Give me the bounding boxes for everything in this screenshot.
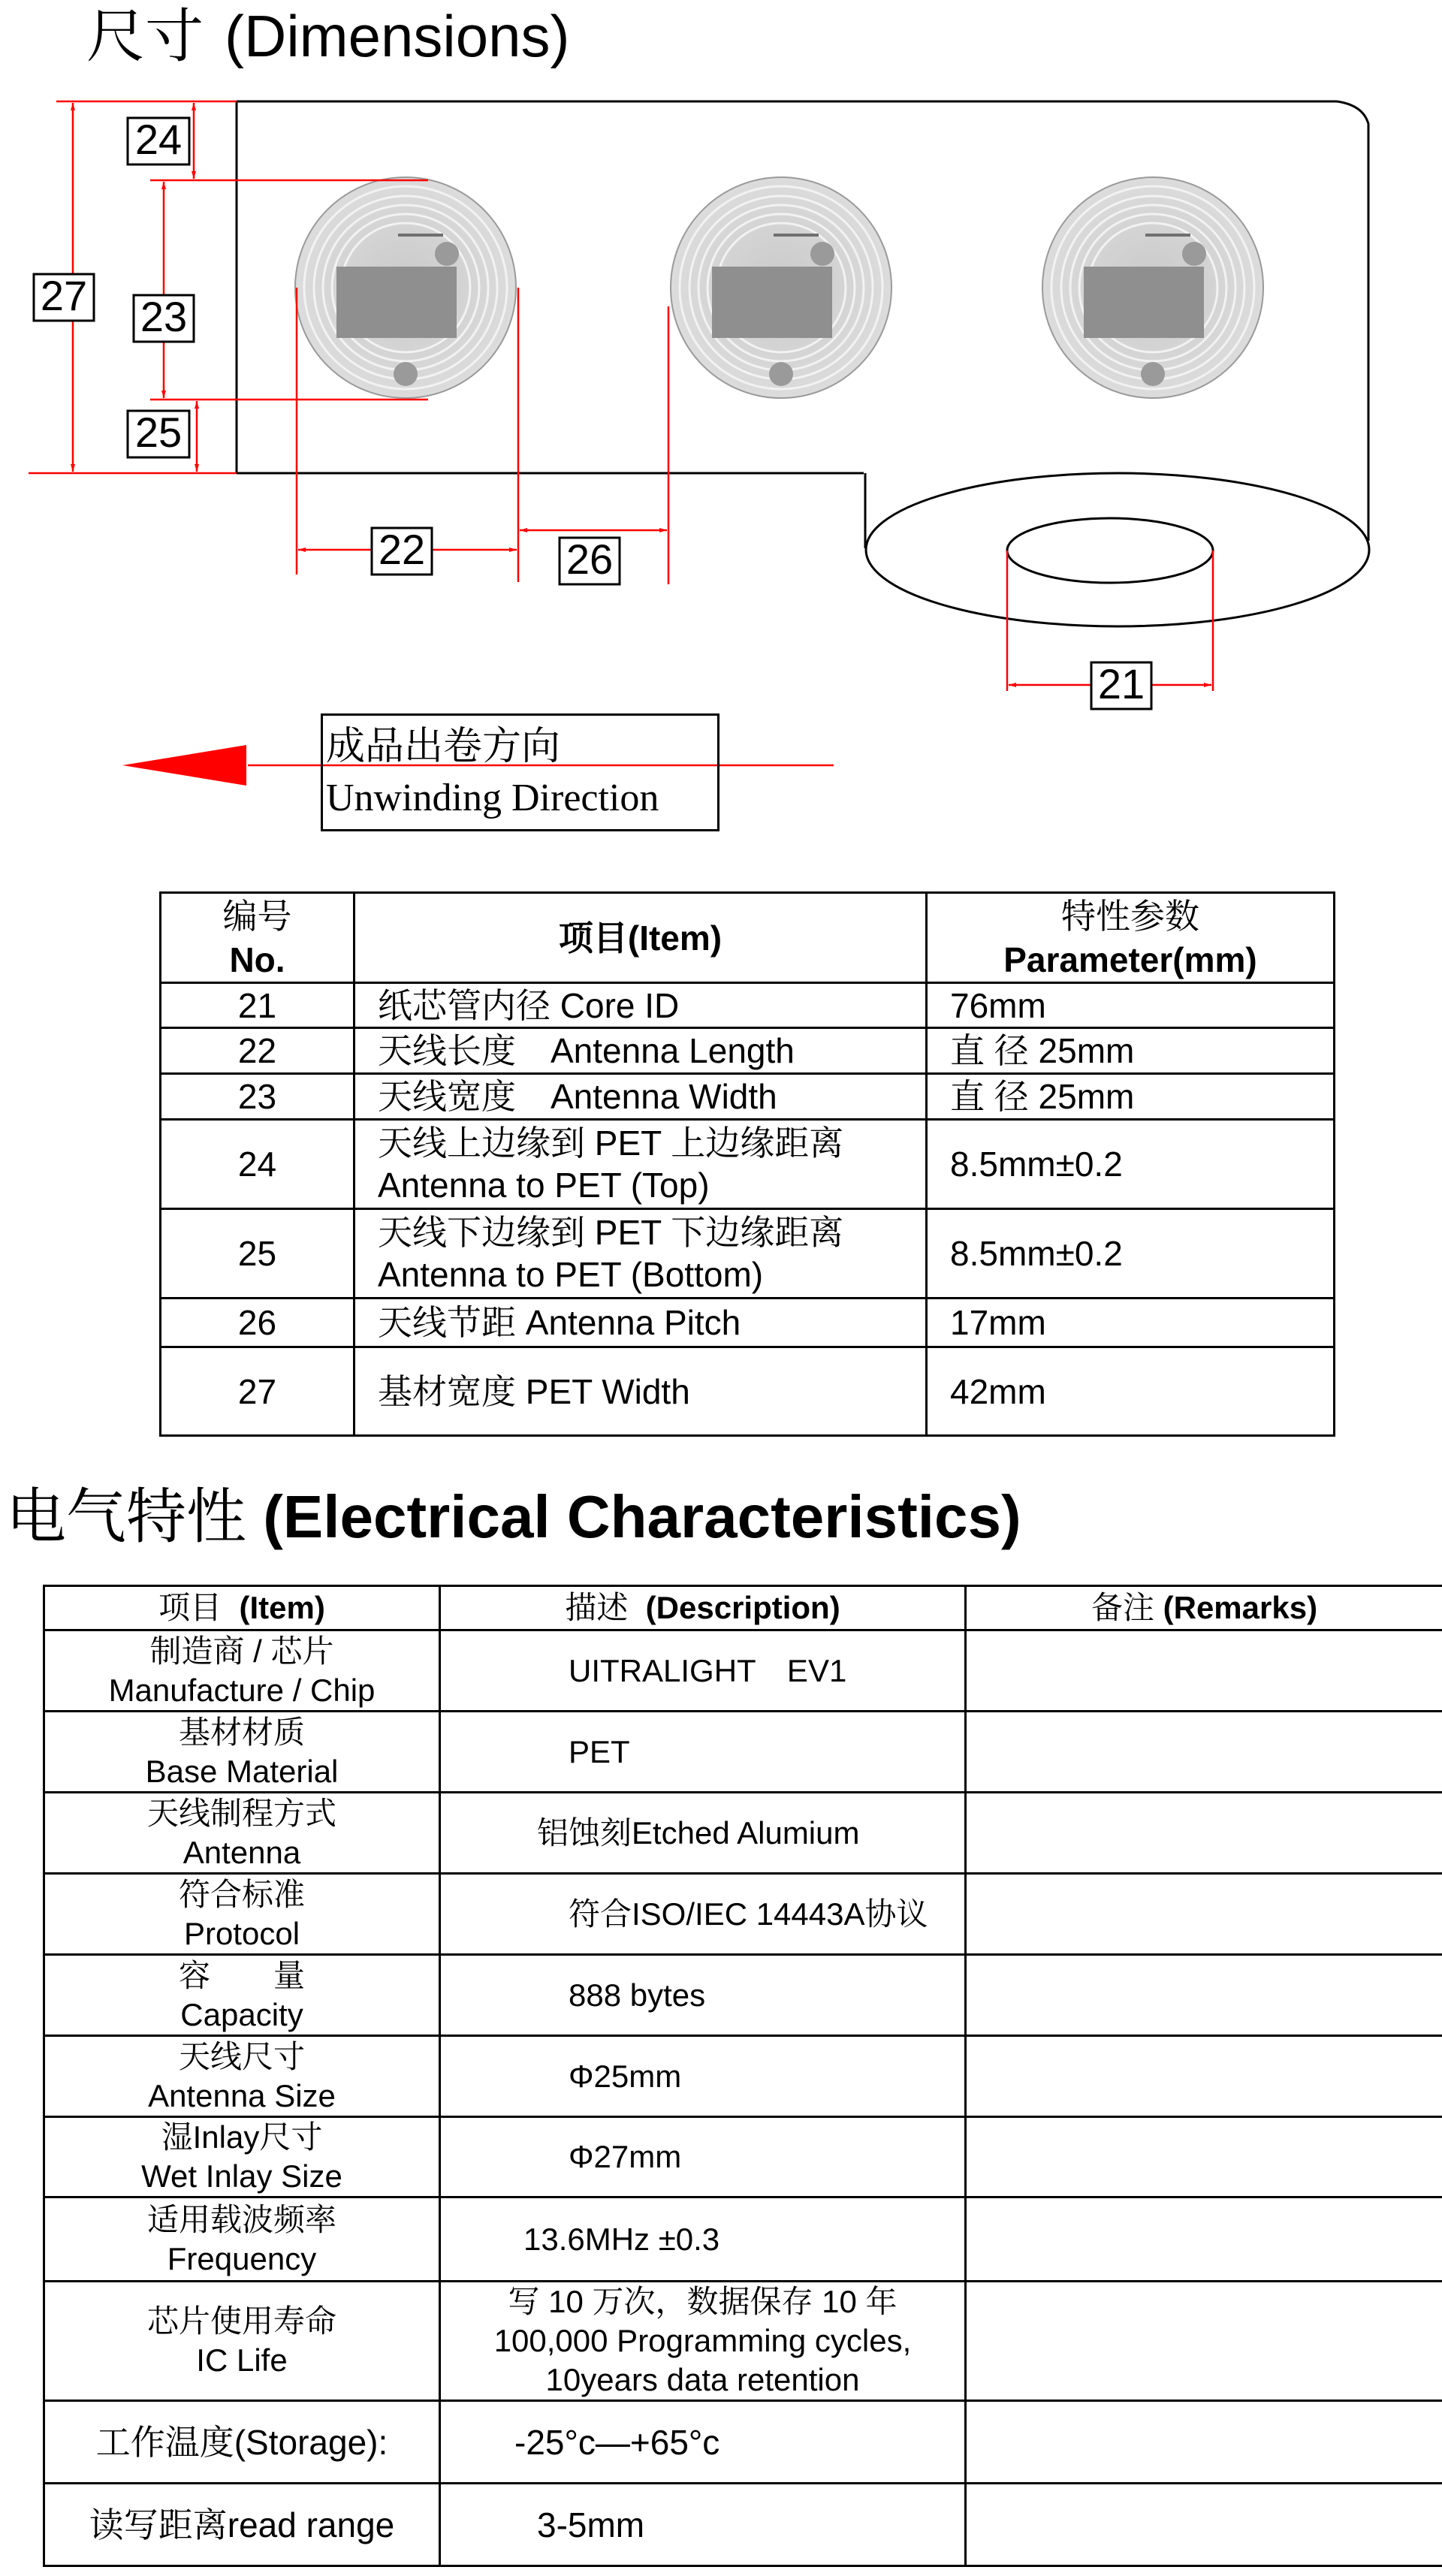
row-item-line2: Antenna Size (148, 2077, 336, 2113)
table-row (44, 2197, 1442, 2282)
row-item-line1: 天线上边缘到 PET 上边缘距离 (378, 1124, 844, 1163)
row-param: 76mm (927, 983, 1335, 1028)
row-item (44, 2197, 440, 2282)
row-item-line1: 容 量 (178, 1957, 305, 1993)
row-item: 天线长度 Antenna Length (354, 1028, 927, 1074)
row-remarks (966, 1955, 1442, 2036)
table-row (161, 1299, 1335, 1347)
row-item-line2: Capacity (180, 1996, 303, 2032)
row-remarks (966, 2282, 1442, 2401)
label-21 (1091, 660, 1151, 709)
row-item-line1: 湿Inlay尺寸 (161, 2119, 323, 2155)
row-item-line1: 天线制程方式 (146, 1795, 336, 1831)
unwind-direction-en: Unwinding Direction (326, 777, 659, 819)
header-no-cn: 编号 (222, 896, 292, 936)
rfid-tag-2 (671, 177, 891, 398)
row-remarks (966, 2197, 1442, 2282)
row-item-line2: Frequency (167, 2240, 317, 2276)
header-item-en: (Item) (239, 1590, 325, 1625)
row-item-line2: Wet Inlay Size (141, 2158, 342, 2194)
header-param-cn: 特性参数 (1061, 896, 1199, 936)
table-row (161, 1209, 1335, 1299)
table-row (44, 1630, 1442, 1712)
row-item-line1: 芯片使用寿命 (146, 2303, 336, 2339)
row-remarks (966, 2401, 1442, 2484)
header-no (161, 893, 354, 983)
row-item-line1: 基材材质 (178, 1714, 305, 1750)
electrical-title (6, 1480, 1021, 1555)
row-remarks (966, 2117, 1442, 2197)
unwind-arrow-icon (122, 745, 246, 786)
label-23-text: 23 (140, 292, 188, 340)
row-item-line1: 适用载波频率 (146, 2201, 336, 2237)
dimension-drawing (0, 90, 1442, 841)
table-row (44, 2282, 1442, 2401)
rfid-tag-1 (295, 177, 516, 398)
row-item-line2: Antenna to PET (Top) (378, 1166, 710, 1205)
table-row (44, 2484, 1442, 2566)
row-item (44, 1874, 440, 1955)
table-row (44, 1793, 1442, 1874)
row-desc: 符合ISO/IEC 14443A协议 (440, 1874, 966, 1955)
row-item-line1: 符合标准 (178, 1876, 305, 1912)
row-item-line1: 天线尺寸 (178, 2038, 305, 2074)
row-desc: 888 bytes (440, 1955, 966, 2036)
table-row (161, 1028, 1335, 1074)
row-desc: -25°c—+65°c (440, 2401, 966, 2484)
row-item (44, 1955, 440, 2036)
row-param: 42mm (927, 1347, 1335, 1436)
row-no: 21 (161, 983, 354, 1028)
header-param-en: Parameter(mm) (1003, 940, 1257, 979)
header-item: 项目(Item) (354, 893, 927, 983)
row-no: 22 (161, 1028, 354, 1074)
row-item (44, 2036, 440, 2117)
dimensions-title (86, 0, 569, 73)
row-item (354, 1209, 927, 1299)
label-23 (134, 293, 194, 342)
unwind-direction-cn: 成品出卷方向 (326, 725, 561, 768)
row-no: 26 (161, 1299, 354, 1347)
row-item-line1: 制造商 / 芯片 (149, 1633, 334, 1669)
row-no: 23 (161, 1074, 354, 1120)
header-remarks-en: (Remarks) (1163, 1590, 1318, 1625)
header-desc-cn: 描述 (565, 1590, 629, 1625)
dimensions-table (159, 891, 1335, 1437)
header-remarks-cn: 备注 (1091, 1590, 1154, 1625)
table-row (44, 1712, 1442, 1793)
row-desc: 铝蚀刻Etched Alumium (440, 1793, 966, 1874)
row-remarks (966, 1793, 1442, 1874)
label-22 (372, 526, 432, 575)
electrical-table-header (44, 1586, 1442, 1630)
label-24-text: 24 (134, 115, 183, 163)
row-item (44, 2117, 440, 2197)
row-item-line2: Base Material (145, 1753, 339, 1789)
table-row (44, 2401, 1442, 2484)
row-item: 天线宽度 Antenna Width (354, 1074, 927, 1120)
row-param: 8.5mm±0.2 (927, 1120, 1335, 1209)
header-param (927, 893, 1335, 983)
dimension-lines (29, 101, 1213, 765)
row-item: 天线节距 Antenna Pitch (354, 1299, 927, 1347)
row-remarks (966, 1874, 1442, 1955)
electrical-title-cn: 电气特性 (6, 1482, 246, 1552)
label-25-text: 25 (134, 408, 183, 456)
row-desc: UITRALIGHT EV1 (440, 1630, 966, 1712)
row-desc: Φ27mm (440, 2117, 966, 2197)
table-row (44, 1874, 1442, 1955)
row-item: 基材宽度 PET Width (354, 1347, 927, 1436)
table-row (44, 1955, 1442, 2036)
row-param: 直 径 25mm (927, 1074, 1335, 1120)
header-desc-en: (Description) (645, 1590, 840, 1625)
row-remarks (966, 2036, 1442, 2117)
dimensions-table-header (161, 893, 1335, 983)
dimensions-title-cn: 尺寸 (86, 3, 204, 71)
row-item: 纸芯管内径 Core ID (354, 983, 927, 1028)
label-27 (34, 272, 94, 321)
row-desc: PET (440, 1712, 966, 1793)
row-item: 读写距离read range (44, 2484, 440, 2566)
table-row (161, 1074, 1335, 1120)
label-21-text: 21 (1097, 659, 1145, 707)
header-desc (440, 1586, 966, 1630)
electrical-title-en: (Electrical Characteristics) (263, 1483, 1021, 1550)
row-param: 8.5mm±0.2 (927, 1209, 1335, 1299)
row-item (354, 1120, 927, 1209)
row-desc: 13.6MHz ±0.3 (440, 2197, 966, 2282)
row-remarks (966, 2484, 1442, 2566)
label-24 (128, 116, 189, 164)
row-remarks (966, 1712, 1442, 1793)
row-item (44, 1630, 440, 1712)
row-item: 工作温度(Storage): (44, 2401, 440, 2484)
row-desc-line1: 写 10 万次，数据保存 10 年 (508, 2284, 897, 2319)
table-row (161, 1120, 1335, 1209)
unwind-direction-box (321, 713, 719, 831)
row-item-line2: Antenna (183, 1834, 301, 1870)
row-item (44, 1712, 440, 1793)
row-remarks (966, 1630, 1442, 1712)
header-item (44, 1586, 440, 1630)
electrical-table (43, 1585, 1442, 2567)
label-26 (560, 535, 620, 584)
row-item-line2: Protocol (183, 1915, 300, 1951)
row-desc: Φ25mm (440, 2036, 966, 2117)
row-param: 直 径 25mm (927, 1028, 1335, 1074)
row-item (44, 2282, 440, 2401)
table-row (44, 2117, 1442, 2197)
table-row (161, 983, 1335, 1028)
label-22-text: 22 (378, 525, 426, 573)
row-desc: 3-5mm (440, 2484, 966, 2566)
roll (865, 473, 1369, 626)
rfid-tag-3 (1042, 177, 1263, 398)
row-desc-line3: 10years data retention (545, 2362, 860, 2397)
table-row (44, 2036, 1442, 2117)
dimensions-title-en: (Dimensions) (225, 3, 570, 69)
row-item-line2: Manufacture / Chip (108, 1672, 376, 1708)
row-item-line2: IC Life (196, 2342, 288, 2378)
table-row (161, 1347, 1335, 1436)
row-no: 25 (161, 1209, 354, 1299)
row-no: 27 (161, 1347, 354, 1436)
label-25 (128, 409, 189, 457)
header-no-en: No. (229, 940, 285, 979)
label-26-text: 26 (566, 535, 614, 583)
row-desc-line2: 100,000 Programming cycles, (493, 2323, 912, 2358)
header-item-cn: 项目 (158, 1590, 222, 1625)
row-param: 17mm (927, 1299, 1335, 1347)
row-desc (440, 2282, 966, 2401)
row-no: 24 (161, 1120, 354, 1209)
row-item-line1: 天线下边缘到 PET 下边缘距离 (378, 1213, 844, 1252)
row-item-line2: Antenna to PET (Bottom) (378, 1255, 764, 1294)
header-remarks (966, 1586, 1442, 1630)
row-item (44, 1793, 440, 1874)
label-27-text: 27 (40, 271, 88, 319)
